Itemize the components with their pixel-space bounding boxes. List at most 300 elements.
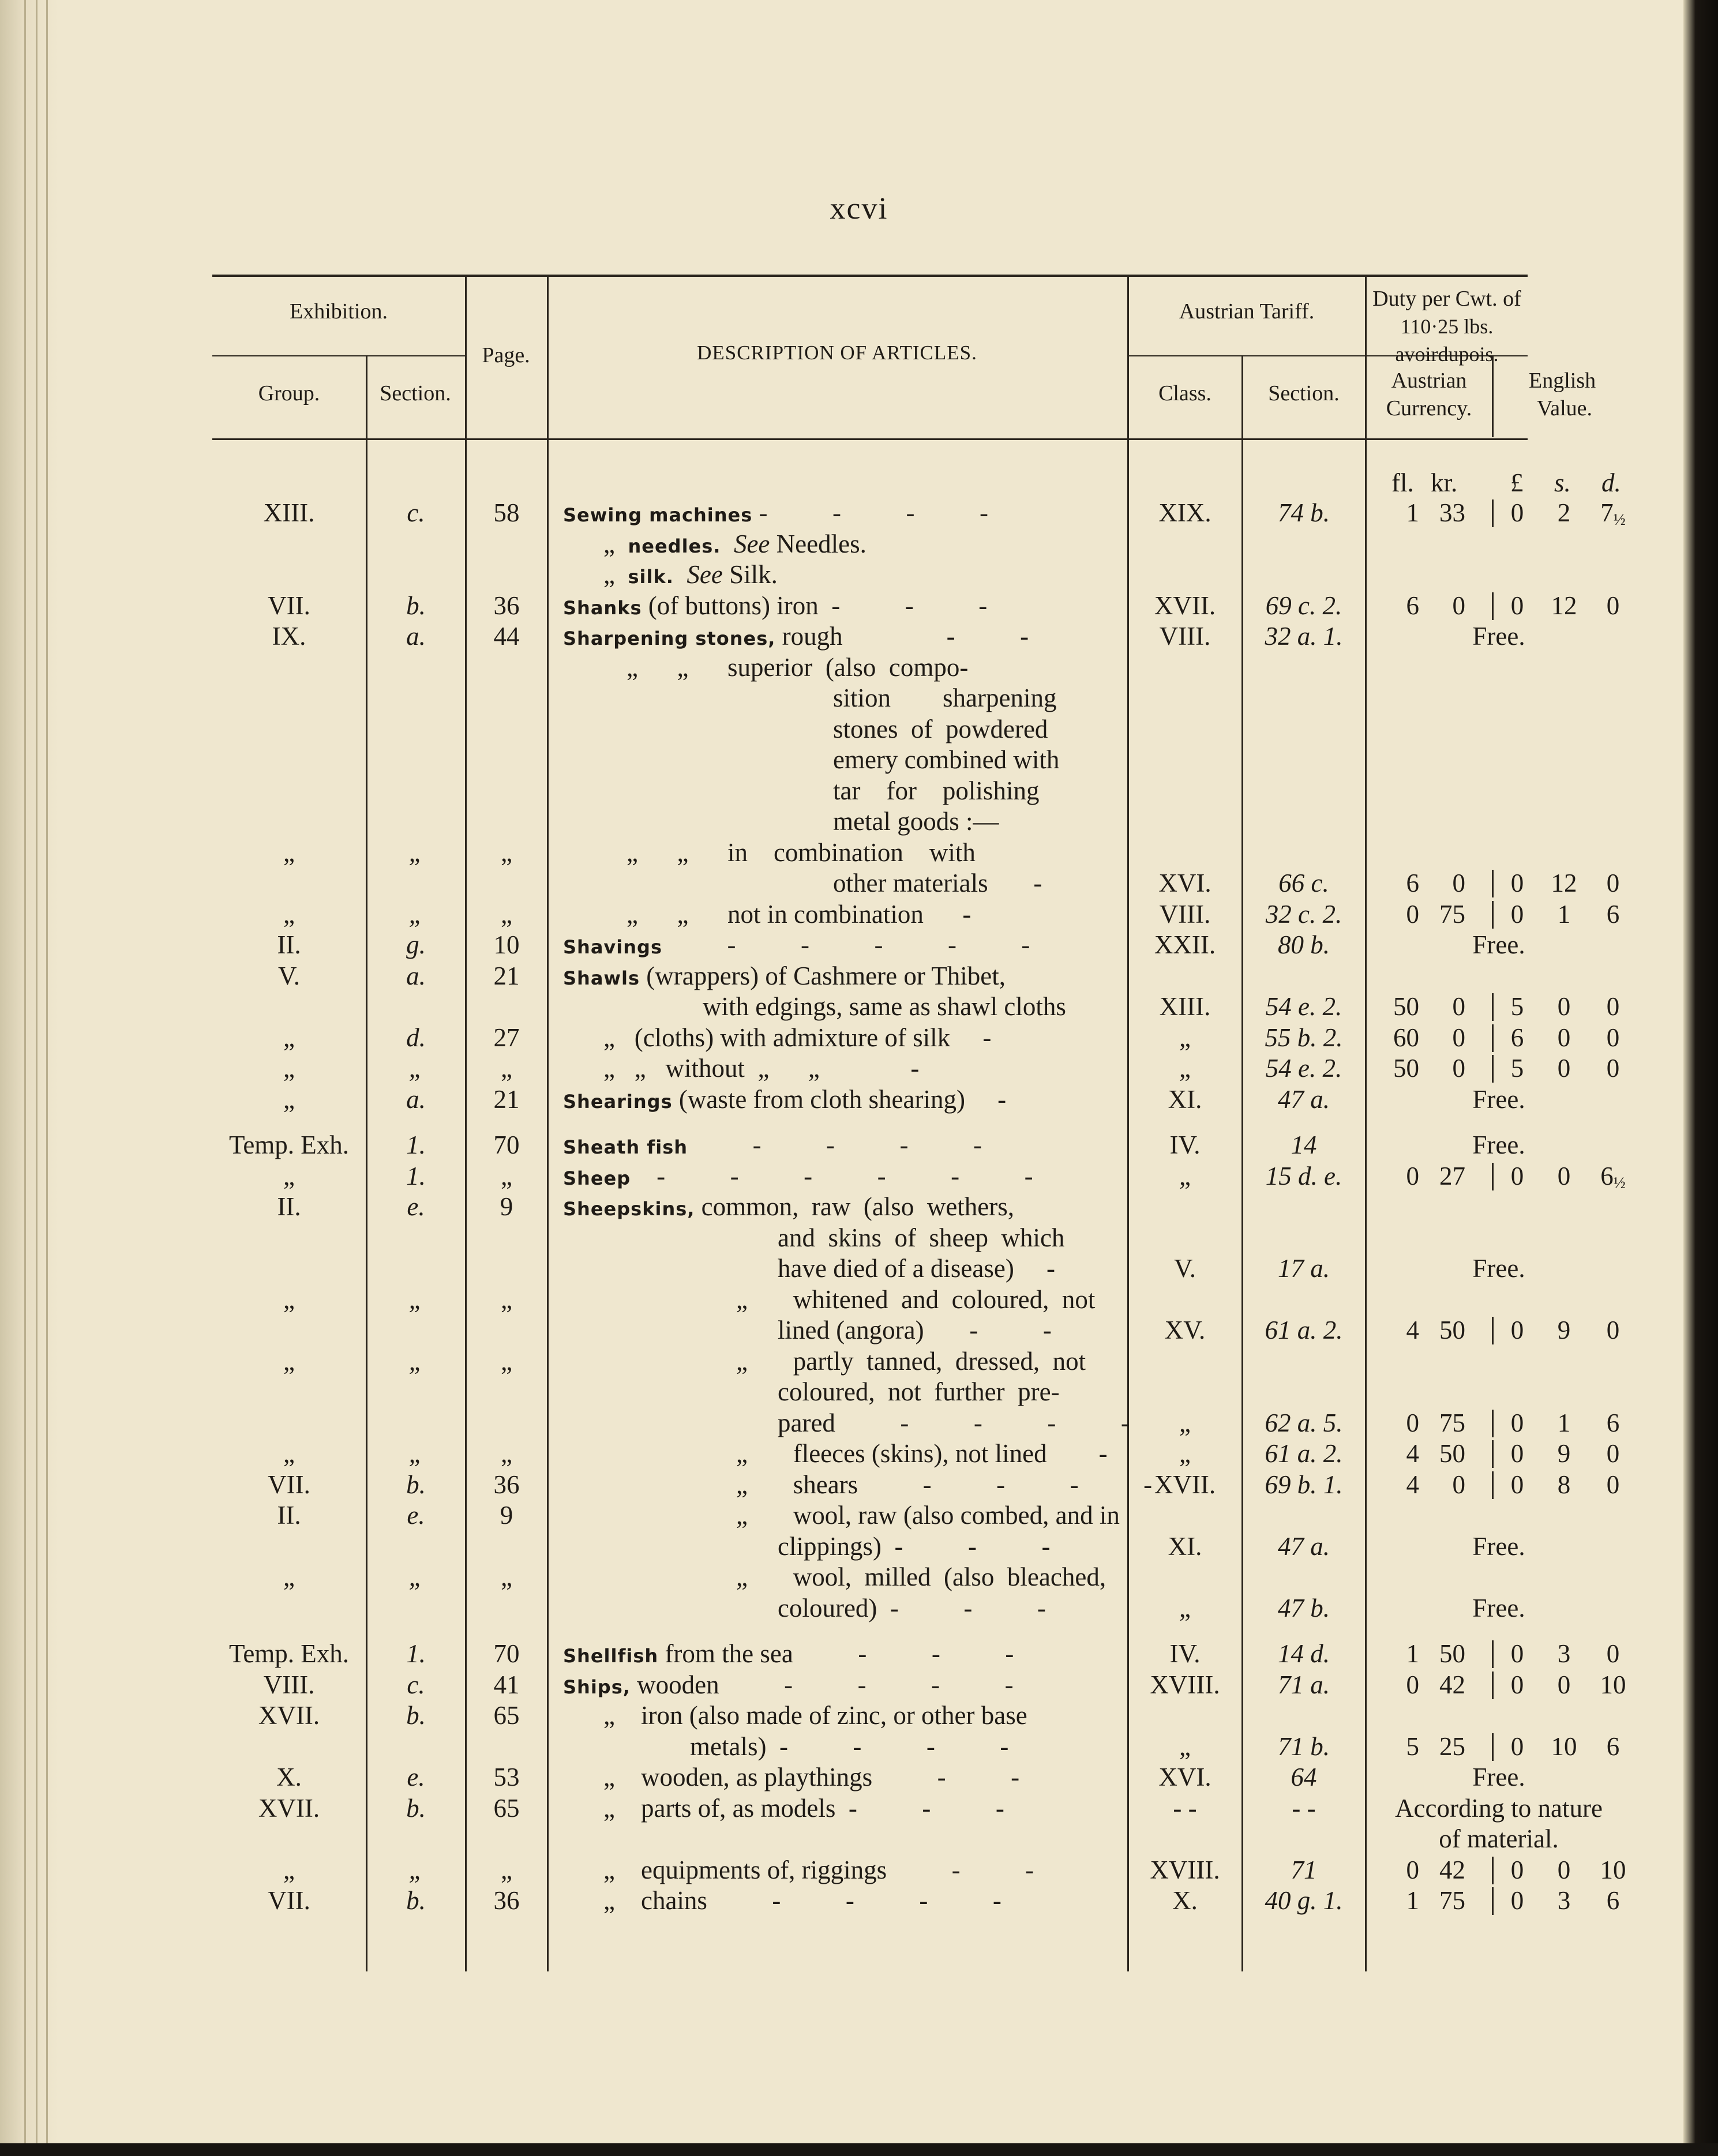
description-text: Needles. xyxy=(770,529,866,558)
duty-pounds: 0 xyxy=(1510,591,1524,620)
description-text: (of buttons) iron - - - xyxy=(642,591,988,620)
duty-shillings: 9 xyxy=(1557,1316,1571,1344)
tariff-section-cell: 55 b. 2. xyxy=(1265,1023,1343,1052)
group-cell: XIII. xyxy=(263,498,315,527)
duty-kreuzer: 0 xyxy=(1452,1023,1465,1052)
description-text: „ „ not in combination - xyxy=(627,899,971,929)
article-name: silk. xyxy=(628,566,674,588)
description-line xyxy=(563,1129,982,1163)
description-line xyxy=(736,1469,1152,1500)
currency-divider xyxy=(1492,1857,1494,1884)
page-cell: „ xyxy=(501,899,512,929)
pence-value: 0 xyxy=(1606,1639,1620,1668)
tariff-class-cell: „ xyxy=(1179,1054,1191,1083)
group-cell: „ xyxy=(283,1054,295,1083)
pence-value: 0 xyxy=(1606,992,1620,1021)
tariff-section-cell: 47 a. xyxy=(1278,1531,1330,1561)
duty-free-text: of material. xyxy=(1439,1824,1559,1853)
article-name: Shellfish xyxy=(563,1645,659,1667)
duty-kreuzer: 0 xyxy=(1452,992,1465,1021)
description-line xyxy=(778,1592,1046,1624)
description-line xyxy=(627,652,968,683)
currency-divider xyxy=(1492,1163,1494,1190)
tariff-section-cell: 74 b. xyxy=(1278,498,1330,527)
header-english-value-line1: English xyxy=(1529,369,1596,393)
description-line xyxy=(833,867,1042,899)
description-text: common, raw (also wethers, xyxy=(695,1192,1015,1221)
section-cell: „ xyxy=(408,837,423,867)
description-line xyxy=(603,1700,1027,1731)
tariff-class-cell: „ xyxy=(1179,1731,1191,1761)
tariff-section-cell: 17 a. xyxy=(1278,1254,1330,1283)
currency-divider xyxy=(1492,1887,1494,1915)
description-line xyxy=(833,806,999,837)
description-text: „ equipments of, riggings - - xyxy=(603,1855,1034,1884)
header-group: Group. xyxy=(258,381,320,405)
article-name: Shawls xyxy=(563,967,640,989)
description-text: „ whitened and coloured, not xyxy=(736,1284,1096,1314)
page-cell: „ xyxy=(501,1562,512,1591)
duty-pence xyxy=(1590,1438,1636,1469)
duty-pounds: 0 xyxy=(1510,1470,1524,1499)
group-cell: VIII. xyxy=(263,1670,315,1699)
header-page: Page. xyxy=(482,343,530,367)
group-cell: „ xyxy=(283,1284,295,1314)
page-cell: „ xyxy=(501,1346,512,1376)
group-cell: „ xyxy=(283,1439,295,1468)
duty-shillings: 0 xyxy=(1557,1023,1571,1052)
page-edge-shadow xyxy=(1683,0,1718,2156)
header-description: DESCRIPTION OF ARTICLES. xyxy=(697,341,977,364)
tariff-class-cell: XIII. xyxy=(1159,992,1211,1021)
currency-divider xyxy=(1492,1410,1494,1437)
description-line xyxy=(563,1160,1033,1194)
section-cell: b. xyxy=(406,591,426,620)
description-text: metals) - - - - xyxy=(690,1731,1009,1761)
unit-kr: kr. xyxy=(1431,468,1458,497)
duty-shillings: 0 xyxy=(1557,1855,1571,1884)
tariff-class-cell: XVIII. xyxy=(1150,1855,1220,1884)
tariff-class-cell: „ xyxy=(1179,1439,1191,1468)
description-line xyxy=(603,1793,1004,1824)
duty-free-text: Free. xyxy=(1472,1130,1525,1159)
duty-pence xyxy=(1590,1638,1636,1669)
duty-free-text: According to nature xyxy=(1395,1793,1603,1823)
tariff-section-cell: 66 c. xyxy=(1278,869,1329,897)
description-text: „ wool, milled (also bleached, xyxy=(736,1562,1106,1591)
section-cell: „ xyxy=(408,1054,423,1083)
duty-florins: 4 xyxy=(1406,1316,1419,1344)
tariff-section-cell: 61 a. 2. xyxy=(1265,1316,1343,1344)
page-cell: 21 xyxy=(493,961,520,990)
article-name: Shavings xyxy=(563,936,662,958)
page-cell: 9 xyxy=(500,1192,513,1221)
pence-value: 6 xyxy=(1606,1731,1620,1761)
duty-florins: 50 xyxy=(1393,1054,1419,1083)
tariff-class-cell: „ xyxy=(1179,1593,1191,1622)
article-name: Shearings xyxy=(563,1090,673,1113)
pence-value: 0 xyxy=(1606,1439,1620,1468)
tariff-section-cell: 15 d. e. xyxy=(1265,1161,1342,1190)
duty-pounds: 0 xyxy=(1510,1855,1524,1884)
group-cell: „ xyxy=(283,1562,295,1591)
header-austrian-currency xyxy=(1366,367,1492,422)
section-cell: e. xyxy=(407,1192,425,1221)
currency-divider xyxy=(1492,592,1494,620)
duty-florins: 5 xyxy=(1406,1731,1419,1761)
section-cell: g. xyxy=(406,930,426,959)
tariff-section-cell: 80 b. xyxy=(1278,930,1330,959)
duty-shillings: 12 xyxy=(1551,591,1577,620)
group-cell: „ xyxy=(283,1161,295,1190)
duty-pence xyxy=(1590,497,1636,536)
description-line xyxy=(603,1885,1001,1916)
section-cell: b. xyxy=(406,1886,426,1915)
group-cell: „ xyxy=(283,837,295,867)
description-text: „ „ without „ „ - xyxy=(603,1054,920,1083)
description-line xyxy=(736,1438,1108,1469)
duty-pence xyxy=(1590,1053,1636,1084)
col-divider xyxy=(1127,276,1129,1971)
duty-pounds: 6 xyxy=(1510,1023,1524,1052)
pence-value: 6 xyxy=(1600,1161,1614,1190)
duty-kreuzer: 33 xyxy=(1439,498,1465,527)
group-cell: X. xyxy=(276,1763,302,1791)
tariff-section-cell: 54 e. 2. xyxy=(1265,992,1342,1021)
tariff-class-cell: - - xyxy=(1173,1793,1197,1823)
pence-value: 0 xyxy=(1606,1023,1620,1052)
description-text xyxy=(721,529,734,558)
description-line xyxy=(603,559,778,592)
duty-pence xyxy=(1590,867,1636,899)
duty-free-text: Free. xyxy=(1472,930,1525,959)
section-cell: d. xyxy=(406,1023,426,1052)
header-austrian-currency-line1: Austrian xyxy=(1391,369,1467,393)
tariff-section-cell: 14 xyxy=(1291,1130,1317,1159)
pence-value: 10 xyxy=(1600,1670,1626,1699)
currency-divider xyxy=(1492,1055,1494,1083)
header-exhibition: Exhibition. xyxy=(290,299,388,324)
pence-value: 6 xyxy=(1606,1886,1620,1915)
tariff-section-cell: 40 g. 1. xyxy=(1265,1886,1343,1915)
group-cell: VII. xyxy=(268,1470,310,1499)
page-cell: 36 xyxy=(493,1886,520,1915)
duty-shillings: 0 xyxy=(1557,992,1571,1021)
description-line xyxy=(627,899,971,930)
duty-pence xyxy=(1590,1885,1636,1916)
duty-shillings: 2 xyxy=(1557,498,1571,527)
duty-pounds: 0 xyxy=(1510,869,1524,897)
article-name: Sheep xyxy=(563,1167,631,1189)
tariff-section-cell: 71 xyxy=(1291,1855,1317,1884)
description-line xyxy=(603,1022,991,1053)
tariff-class-cell: XV. xyxy=(1164,1316,1206,1344)
duty-pence xyxy=(1590,1469,1636,1500)
duty-kreuzer: 0 xyxy=(1452,869,1465,897)
page-cell: „ xyxy=(501,1284,512,1314)
article-name: needles. xyxy=(628,535,721,557)
currency-divider xyxy=(1492,901,1494,929)
duty-florins: 1 xyxy=(1406,1639,1419,1668)
description-text: coloured, not further pre- xyxy=(778,1377,1060,1406)
group-cell: VII. xyxy=(268,591,310,620)
group-cell: „ xyxy=(283,899,295,929)
section-cell: 1. xyxy=(406,1639,426,1668)
table-top-rule xyxy=(212,275,1528,277)
group-cell: „ xyxy=(283,1346,295,1376)
section-cell: „ xyxy=(408,1284,423,1314)
unit-fl: fl. xyxy=(1391,468,1414,497)
duty-kreuzer: 25 xyxy=(1439,1731,1465,1761)
header-duty-line1: Duty per Cwt. of xyxy=(1372,287,1521,311)
duty-pounds: 0 xyxy=(1510,1316,1524,1344)
article-name: Sharpening stones, xyxy=(563,628,776,649)
group-cell: IX. xyxy=(272,622,306,651)
tariff-class-cell: XVIII. xyxy=(1150,1670,1220,1699)
currency-divider xyxy=(1492,1440,1494,1468)
currency-divider xyxy=(1492,1640,1494,1668)
page-cell: 58 xyxy=(493,498,520,527)
duty-pounds: 0 xyxy=(1510,1670,1524,1699)
duty-kreuzer: 75 xyxy=(1439,899,1465,929)
section-cell: „ xyxy=(408,1562,423,1591)
section-cell: a. xyxy=(406,961,426,990)
page-cell: 41 xyxy=(493,1670,520,1699)
description-line xyxy=(563,929,1030,963)
page-cell: 65 xyxy=(493,1793,520,1823)
description-text: „ iron (also made of zinc, or other base xyxy=(603,1701,1027,1730)
pence-value: 6 xyxy=(1606,899,1620,929)
article-name: Sheepskins, xyxy=(563,1198,695,1220)
description-text: „ fleeces (skins), not lined - xyxy=(736,1439,1108,1468)
description-text xyxy=(674,560,687,589)
page-cell: 65 xyxy=(493,1701,520,1730)
duty-florins: 4 xyxy=(1406,1470,1419,1499)
duty-pounds: 0 xyxy=(1510,1408,1524,1437)
page-cell: 53 xyxy=(493,1763,520,1791)
group-cell: II. xyxy=(277,930,301,959)
group-cell: II. xyxy=(277,1501,301,1530)
header-austrian-currency-line2: Currency. xyxy=(1386,396,1472,420)
duty-florins: 50 xyxy=(1393,992,1419,1021)
description-line xyxy=(603,1761,1019,1793)
duty-pence xyxy=(1590,991,1636,1022)
description-line xyxy=(627,837,976,868)
group-cell: Temp. Exh. xyxy=(228,1639,350,1668)
tariff-class-cell: X. xyxy=(1172,1886,1198,1915)
tariff-class-cell: V. xyxy=(1174,1254,1196,1283)
tariff-class-cell: XVI. xyxy=(1158,1763,1211,1791)
currency-divider xyxy=(1492,870,1494,897)
description-line xyxy=(778,1407,1130,1438)
section-cell: „ xyxy=(408,1855,423,1884)
pence-value: 0 xyxy=(1606,1316,1620,1344)
page-cell: 27 xyxy=(493,1023,520,1052)
duty-shillings: 3 xyxy=(1557,1639,1571,1668)
unit-pence: d. xyxy=(1601,468,1621,497)
duty-pence xyxy=(1590,1022,1636,1053)
description-line xyxy=(778,1222,1064,1253)
currency-divider xyxy=(1492,1024,1494,1052)
description-text: metal goods :— xyxy=(833,807,999,836)
page-cell: 36 xyxy=(493,591,520,620)
tariff-class-cell: XVII. xyxy=(1154,591,1216,620)
header-austrian-tariff: Austrian Tariff. xyxy=(1179,299,1315,324)
duty-free-text: Free. xyxy=(1472,1254,1525,1283)
description-text: „ xyxy=(603,529,628,558)
description-line xyxy=(703,991,1066,1022)
duty-pounds: 0 xyxy=(1510,1731,1524,1761)
description-text: „ „ in combination with xyxy=(627,837,976,867)
description-text: „ partly tanned, dressed, not xyxy=(736,1346,1086,1376)
description-text: - - - - xyxy=(688,1130,982,1159)
description-line xyxy=(563,1669,1014,1703)
description-line xyxy=(563,960,1006,994)
description-text: „ chains - - - - xyxy=(603,1886,1001,1915)
description-line xyxy=(563,1084,1006,1117)
section-cell: b. xyxy=(406,1793,426,1823)
description-line xyxy=(833,713,1048,745)
description-text: coloured) - - - xyxy=(778,1593,1046,1622)
section-cell: c. xyxy=(407,1670,425,1699)
page-cell: 9 xyxy=(500,1501,513,1530)
pence-value: 0 xyxy=(1606,1470,1620,1499)
col-divider xyxy=(1365,276,1367,1971)
description-text: pared - - - - xyxy=(778,1408,1130,1437)
duty-florins: 0 xyxy=(1406,1161,1419,1190)
tariff-class-cell: VIII. xyxy=(1159,622,1211,651)
duty-pence xyxy=(1590,899,1636,930)
article-name: Sewing machines xyxy=(563,504,753,526)
col-divider xyxy=(547,276,549,1971)
article-name: Shanks xyxy=(563,596,642,619)
duty-florins: 0 xyxy=(1406,1855,1419,1884)
group-cell: XVII. xyxy=(258,1701,320,1730)
page-cell: „ xyxy=(501,1439,512,1468)
spine-line xyxy=(24,0,26,2156)
duty-florins: 6 xyxy=(1406,869,1419,897)
tariff-section-cell: 32 c. 2. xyxy=(1265,899,1342,929)
header-duty-line2: 110·25 lbs. avoirdupois. xyxy=(1395,315,1499,366)
description-line xyxy=(736,1346,1086,1377)
duty-shillings: 3 xyxy=(1557,1886,1571,1915)
header-section: Section. xyxy=(380,381,451,405)
duty-pounds: 0 xyxy=(1510,1161,1524,1190)
tariff-section-cell: 47 a. xyxy=(1278,1084,1330,1114)
group-cell: VII. xyxy=(268,1886,310,1915)
duty-pence xyxy=(1590,1731,1636,1762)
description-line xyxy=(778,1253,1055,1284)
duty-shillings: 0 xyxy=(1557,1054,1571,1083)
currency-divider xyxy=(1492,499,1494,527)
duty-florins: 0 xyxy=(1406,899,1419,929)
header-bottom-rule xyxy=(212,438,1528,440)
duty-pounds: 5 xyxy=(1510,992,1524,1021)
tariff-class-cell: VIII. xyxy=(1159,899,1211,929)
description-text: sition sharpening xyxy=(833,683,1057,712)
description-line xyxy=(690,1731,1008,1762)
description-line xyxy=(778,1531,1050,1562)
description-text: - - - - xyxy=(752,498,988,527)
pence-fraction: ½ xyxy=(1613,1174,1626,1192)
description-line xyxy=(833,744,1059,775)
section-cell: e. xyxy=(407,1763,425,1791)
description-text: „ wooden, as playthings - - xyxy=(603,1763,1020,1791)
description-text: wooden - - - - xyxy=(630,1670,1014,1699)
description-text: tar for polishing xyxy=(833,776,1040,805)
unit-pound: £ xyxy=(1510,468,1524,497)
description-line xyxy=(603,1854,1034,1885)
tariff-section-cell: 64 xyxy=(1291,1763,1317,1791)
duty-kreuzer: 42 xyxy=(1439,1670,1465,1699)
description-line xyxy=(736,1500,1120,1531)
duty-shillings: 9 xyxy=(1557,1439,1571,1468)
exhibition-sub-rule xyxy=(212,355,465,356)
section-cell: a. xyxy=(406,622,426,651)
pence-fraction: ½ xyxy=(1613,511,1626,529)
description-text: „ xyxy=(603,560,628,589)
description-text: „ „ superior (also compo- xyxy=(627,652,969,682)
duty-kreuzer: 0 xyxy=(1452,1470,1465,1499)
description-text: (wrappers) of Cashmere or Thibet, xyxy=(640,961,1006,990)
pence-value: 0 xyxy=(1606,1054,1620,1083)
page-cell: 70 xyxy=(493,1130,520,1159)
description-line xyxy=(603,528,866,562)
duty-shillings: 0 xyxy=(1557,1161,1571,1190)
duty-florins: 1 xyxy=(1406,1886,1419,1915)
duty-pounds: 0 xyxy=(1510,899,1524,929)
description-text: - - - - - - xyxy=(631,1161,1033,1190)
page-cell: 21 xyxy=(493,1084,520,1114)
duty-kreuzer: 0 xyxy=(1452,591,1465,620)
tariff-class-cell: XVII. xyxy=(1154,1470,1216,1499)
tariff-section-cell: 61 a. 2. xyxy=(1265,1439,1343,1468)
group-cell: „ xyxy=(283,1023,295,1052)
page-cell: „ xyxy=(501,1054,512,1083)
duty-florins: 60 xyxy=(1393,1023,1419,1052)
duty-florins: 6 xyxy=(1406,591,1419,620)
duty-free-text: Free. xyxy=(1472,1084,1525,1114)
duty-kreuzer: 50 xyxy=(1439,1639,1465,1668)
description-text: have died of a disease) - xyxy=(778,1254,1056,1283)
tariff-class-cell: IV. xyxy=(1169,1639,1201,1668)
duty-kreuzer: 50 xyxy=(1439,1316,1465,1344)
description-text: and skins of sheep which xyxy=(778,1223,1065,1252)
duty-florins: 4 xyxy=(1406,1439,1419,1468)
duty-shillings: 8 xyxy=(1557,1470,1571,1499)
tariff-class-cell: IV. xyxy=(1169,1130,1201,1159)
page-number: xcvi xyxy=(830,191,888,226)
description-line xyxy=(563,1191,1014,1225)
section-cell: 1. xyxy=(406,1130,426,1159)
duty-pounds: 0 xyxy=(1510,1886,1524,1915)
description-text: from the sea - - - xyxy=(658,1639,1014,1668)
duty-florins: 1 xyxy=(1406,498,1419,527)
description-text: See xyxy=(733,529,770,558)
tariff-class-cell: XIX. xyxy=(1158,498,1211,527)
pence-value: 0 xyxy=(1606,591,1620,620)
group-cell: XVII. xyxy=(258,1793,320,1823)
description-text: stones of powdered xyxy=(833,714,1048,743)
group-cell: „ xyxy=(283,1855,295,1884)
description-line xyxy=(736,1284,1095,1315)
description-line xyxy=(736,1561,1106,1592)
duty-florins: 0 xyxy=(1406,1670,1419,1699)
currency-divider xyxy=(1492,993,1494,1021)
pence-value: 10 xyxy=(1600,1855,1626,1884)
book-spine-shadow xyxy=(0,0,58,2156)
page-cell: „ xyxy=(501,1855,512,1884)
